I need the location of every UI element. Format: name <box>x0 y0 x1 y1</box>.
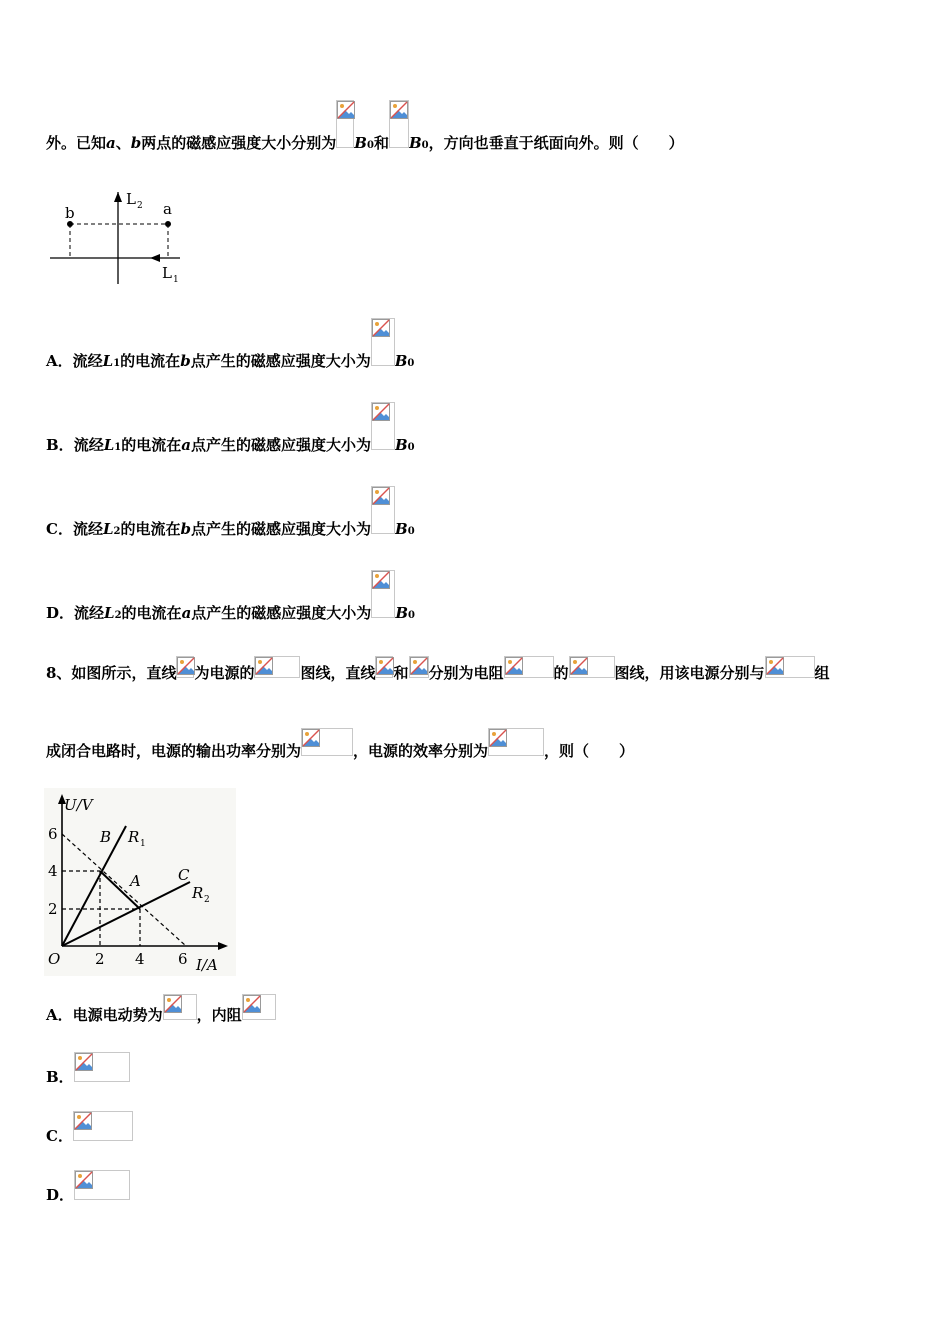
svg-text:1: 1 <box>173 275 179 285</box>
image-placeholder <box>371 486 395 534</box>
image-placeholder <box>389 100 409 148</box>
broken-image-icon <box>75 1171 93 1189</box>
y-tick-label: 2 <box>48 900 58 918</box>
broken-image-icon <box>372 571 390 589</box>
q7-option-d: D．流经L2的电流在a点产生的磁感应强度大小为 B0 <box>46 570 415 623</box>
broken-image-icon <box>372 487 390 505</box>
x-axis-label: I/A <box>196 956 218 974</box>
image-placeholder <box>371 570 395 618</box>
label-L2: L <box>126 190 136 208</box>
arrow-left-icon <box>150 254 160 262</box>
broken-image-icon <box>372 403 390 421</box>
q7-stem: 外。已知a、b两点的磁感应强度大小分别为 B0和 B0，方向也垂直于纸面向外。则（ ） <box>46 100 684 153</box>
point-C-label: C <box>178 866 190 884</box>
y-axis-label: U/V <box>64 796 93 814</box>
point-a <box>165 221 171 227</box>
broken-image-icon <box>337 101 355 119</box>
broken-image-icon <box>243 995 261 1013</box>
broken-image-icon <box>376 657 394 675</box>
q7-option-a: A．流经L1的电流在b点产生的磁感应强度大小为 B0 <box>46 318 414 371</box>
image-placeholder <box>371 402 395 450</box>
broken-image-icon <box>505 657 523 675</box>
point-B-label: B <box>100 828 112 846</box>
image-placeholder <box>371 318 395 366</box>
broken-image-icon <box>489 729 507 747</box>
image-placeholder <box>336 100 354 148</box>
label-L1: L <box>162 264 172 282</box>
label-a: a <box>163 200 172 218</box>
q7-option-b: B．流经L1的电流在a点产生的磁感应强度大小为 B0 <box>46 402 415 455</box>
q8-option-c: C． <box>46 1111 133 1146</box>
R2-label: R <box>192 884 204 902</box>
broken-image-icon <box>74 1112 92 1130</box>
broken-image-icon <box>177 657 195 675</box>
R1-label: R <box>128 828 140 846</box>
image-placeholder <box>375 656 393 678</box>
image-placeholder <box>301 728 353 756</box>
q8-stem-line-2: 成闭合电路时，电源的输出功率分别为 ，电源的效率分别为 ，则（ ） <box>46 728 634 761</box>
q7-option-c: C．流经L2的电流在b点产生的磁感应强度大小为 B0 <box>46 486 415 539</box>
image-placeholder <box>74 1052 130 1082</box>
q7-wire-figure <box>46 186 186 288</box>
label-b: b <box>65 204 75 222</box>
point-A-label: A <box>130 872 141 890</box>
image-placeholder <box>504 656 554 678</box>
x-tick-label: 6 <box>178 950 188 968</box>
arrow-up-icon <box>114 192 122 202</box>
broken-image-icon <box>372 319 390 337</box>
image-placeholder <box>254 656 300 678</box>
q8-stem-line-1: 8、如图所示，直线 为电源的 图线，直线 和 分别为电阻 的 图线，用该电源分别与 组 <box>46 656 830 683</box>
image-placeholder <box>488 728 544 756</box>
q8-ui-graph <box>44 788 236 976</box>
broken-image-icon <box>570 657 588 675</box>
image-placeholder <box>74 1170 130 1200</box>
broken-image-icon <box>255 657 273 675</box>
x-tick-label: 2 <box>95 950 105 968</box>
q8-option-b: B． <box>46 1052 130 1087</box>
svg-text:2: 2 <box>204 895 210 905</box>
image-placeholder <box>73 1111 133 1141</box>
image-placeholder <box>409 656 429 678</box>
image-placeholder <box>569 656 615 678</box>
image-placeholder <box>163 994 197 1020</box>
q8-option-d: D． <box>46 1170 130 1205</box>
broken-image-icon <box>75 1053 93 1071</box>
broken-image-icon <box>302 729 320 747</box>
broken-image-icon <box>164 995 182 1013</box>
image-placeholder <box>765 656 815 678</box>
broken-image-icon <box>410 657 428 675</box>
origin-label: O <box>48 950 61 968</box>
y-tick-label: 4 <box>48 862 58 880</box>
svg-text:1: 1 <box>140 839 146 849</box>
image-placeholder <box>242 994 276 1020</box>
y-tick-label: 6 <box>48 825 58 843</box>
svg-text:2: 2 <box>137 201 143 211</box>
broken-image-icon <box>766 657 784 675</box>
q8-option-a: A．电源电动势为 ，内阻 <box>46 994 276 1025</box>
broken-image-icon <box>390 101 408 119</box>
x-tick-label: 4 <box>135 950 145 968</box>
image-placeholder <box>176 656 194 678</box>
